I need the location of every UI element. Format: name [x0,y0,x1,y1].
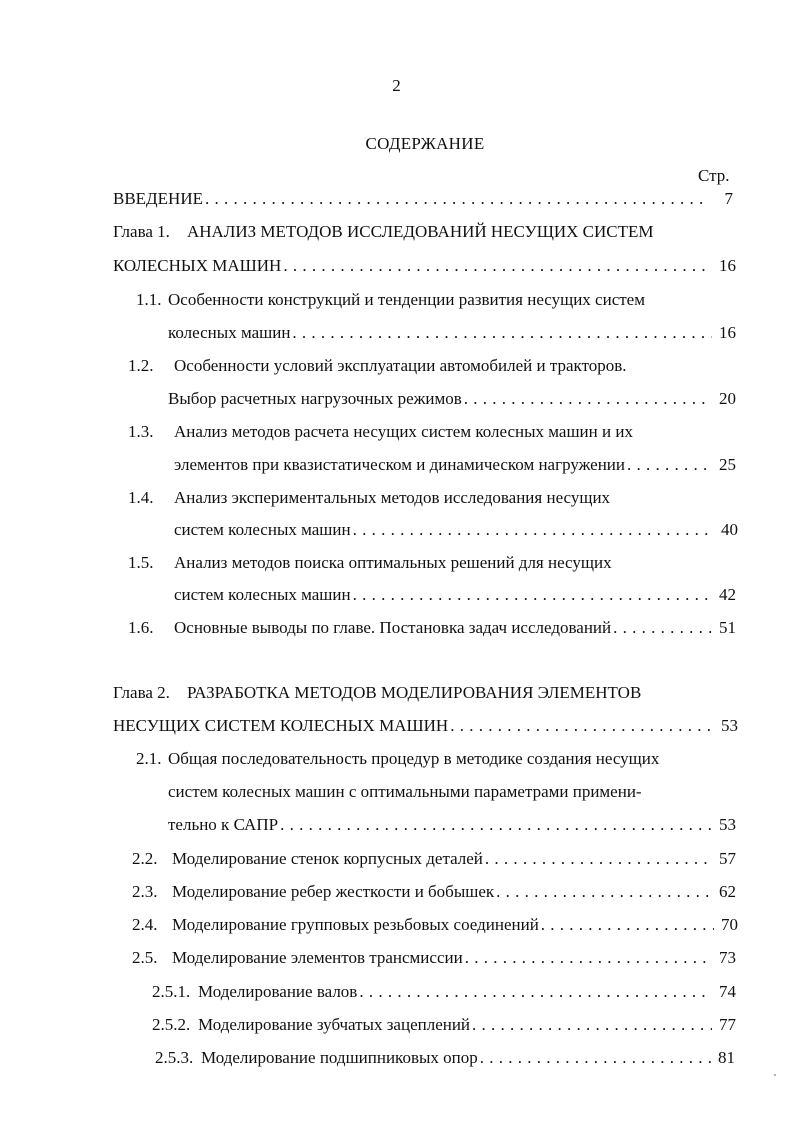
leader-dots [450,716,714,736]
toc-entry-text: систем колесных машин с оптимальными параметрами примени- [168,782,642,801]
toc-entry-text: элементов при квазистатическом и динамическом нагружении [174,455,625,474]
toc-entry-text: АНАЛИЗ МЕТОДОВ ИССЛЕДОВАНИЙ НЕСУЩИХ СИСТЕМ [187,222,654,241]
toc-entry-text: РАЗРАБОТКА МЕТОДОВ МОДЕЛИРОВАНИЯ ЭЛЕМЕНТОВ [187,683,642,702]
toc-entry-number: 1.2. [128,356,154,375]
toc-entry-number: 2.4. [132,915,158,934]
leader-dots [464,389,712,409]
toc-entry-text: Моделирование ребер жесткости и бобышек [172,882,495,901]
toc-entry-page: 20 [719,389,736,408]
toc-entry-page: 62 [719,882,736,901]
leader-dots [292,323,712,343]
leader-dots [359,982,712,1002]
toc-entry [132,948,736,968]
toc-entry-number: 1.1. [136,290,162,309]
toc-entry-page: 42 [719,585,736,604]
toc-entry [174,585,736,605]
toc-entry [128,618,736,638]
toc-entry-number: 2.5.3. [155,1048,194,1067]
toc-entry [113,716,738,736]
page-column-label: Стр. [698,166,730,185]
toc-entry-page: 53 [721,716,738,735]
toc-entry [136,749,659,769]
toc-entry [152,1015,736,1035]
toc-entry-text: Анализ методов расчета несущих систем колесных машин и их [174,422,633,441]
page-title: СОДЕРЖАНИЕ [365,134,485,153]
toc-entry-number: 1.4. [128,488,154,507]
toc-entry-page: 81 [718,1048,735,1067]
toc-entry [132,849,736,869]
toc-entry [155,1048,735,1068]
toc-entry-page: 57 [719,849,736,868]
leader-dots [283,256,712,276]
toc-entry-text: Моделирование групповых резьбовых соединений [172,915,539,934]
leader-dots [353,585,712,605]
toc-entry [132,882,736,902]
toc-entry [113,189,733,209]
toc-entry-number: 2.5. [132,948,158,967]
leader-dots [627,455,712,475]
toc-entry-page: 77 [719,1015,736,1034]
toc-entry-page: 7 [724,189,733,208]
toc-entry [128,422,633,442]
toc-entry-page: 25 [719,455,736,474]
toc-entry-text: Моделирование стенок корпусных деталей [172,849,483,868]
toc-entry-page: 74 [719,982,736,1001]
toc-entry-text: Особенности конструкций и тенденции развития несущих систем [168,290,645,309]
toc-entry-number: 1.6. [128,618,154,637]
toc-entry-page: 53 [719,815,736,834]
toc-entry [113,256,736,276]
toc-entry-text: Моделирование валов [198,982,358,1001]
toc-entry-text: ВВЕДЕНИЕ [113,189,203,208]
toc-entry-page: 70 [721,915,738,934]
toc-entry-text: Моделирование подшипниковых опор [201,1048,478,1067]
toc-entry [128,356,627,376]
leader-dots [541,915,714,935]
toc-entry-number: Глава 1. [113,222,170,241]
leader-dots [480,1048,711,1068]
toc-entry-page: 73 [719,948,736,967]
toc-entry [168,323,736,343]
toc-entry-number: 1.3. [128,422,154,441]
leader-dots [465,948,712,968]
leader-dots [280,815,712,835]
page-number: 2 [392,76,401,95]
leader-dots [613,618,712,638]
leader-dots [353,520,714,540]
toc-entry-text: Выбор расчетных нагрузочных режимов [168,389,462,408]
toc-entry-text: НЕСУЩИХ СИСТЕМ КОЛЕСНЫХ МАШИН [113,716,449,735]
toc-entry [174,520,738,540]
toc-entry-text: систем колесных машин [174,585,351,604]
toc-entry-text: тельно к САПР [168,815,279,834]
leader-dots [496,882,712,902]
toc-entry-page: 51 [719,618,736,637]
toc-entry-page: 40 [721,520,738,539]
leader-dots [472,1015,712,1035]
toc-entry-number: Глава 2. [113,683,170,702]
toc-entry [174,455,736,475]
toc-entry-text: Моделирование элементов трансмиссии [172,948,463,967]
toc-entry-number: 2.1. [136,749,162,768]
toc-entry-page: 16 [719,323,736,342]
toc-entry-number: 2.5.1. [152,982,191,1001]
toc-entry-text: колесных машин [168,323,291,342]
toc-entry [132,915,738,935]
toc-entry [168,389,736,409]
toc-entry-text: Общая последовательность процедур в методике создания несущих [168,749,660,768]
toc-entry-text: систем колесных машин [174,520,351,539]
leader-dots [205,189,709,209]
toc-chapter-heading [113,683,641,703]
toc-entry [136,290,645,310]
toc-entry-text: Особенности условий эксплуатации автомобилей и тракторов. [174,356,627,375]
toc-entry-number: 2.5.2. [152,1015,191,1034]
toc-entry-text: Анализ методов поиска оптимальных решений для несущих [174,553,612,572]
toc-entry-text: КОЛЕСНЫХ МАШИН [113,256,282,275]
toc-entry [128,488,610,508]
toc-entry-number: 2.3. [132,882,158,901]
scan-speck [774,1074,776,1076]
toc-entry [128,553,612,573]
toc-entry-number: 2.2. [132,849,158,868]
toc-entry-text: Моделирование зубчатых зацеплений [198,1015,471,1034]
toc-chapter-heading [113,222,654,242]
toc-entry [152,982,736,1002]
toc-entry [168,815,736,835]
toc-entry-page: 16 [719,256,736,275]
leader-dots [485,849,712,869]
toc-entry-text: Основные выводы по главе. Постановка задач исследований [174,618,612,637]
toc-entry-number: 1.5. [128,553,154,572]
toc-entry-text: Анализ экспериментальных методов исследования несущих [174,488,611,507]
toc-entry [168,782,642,802]
